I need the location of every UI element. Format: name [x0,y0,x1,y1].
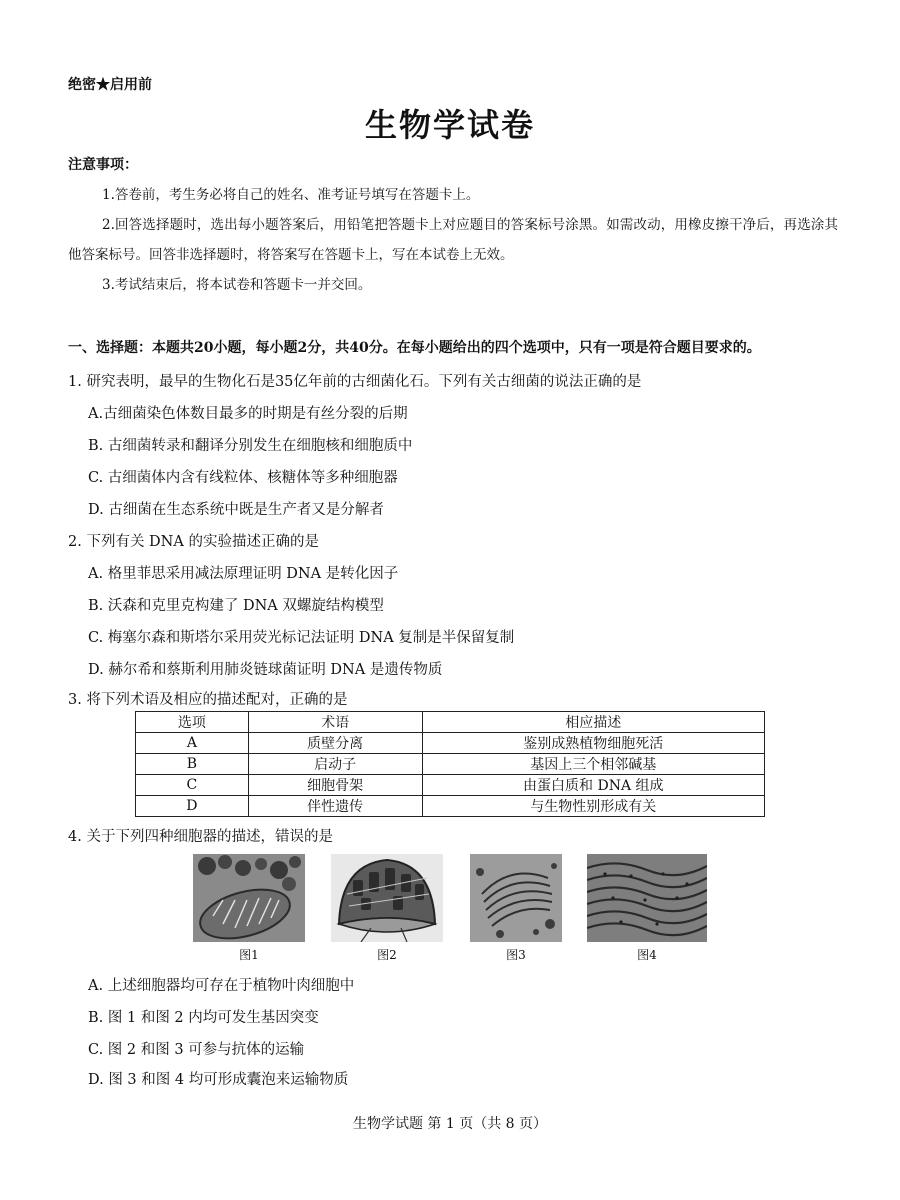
table-cell: 质壁分离 [248,733,422,754]
figure-caption: 图3 [506,948,526,962]
question-stem: 1. 研究表明，最早的生物化石是35亿年前的古细菌化石。下列有关古细菌的说法正确的是 [68,374,642,390]
question-option: C. 梅塞尔森和斯塔尔采用荧光标记法证明 DNA 复制是半保留复制 [88,630,515,646]
question-option: D. 古细菌在生态系统中既是生产者又是分解者 [88,502,384,518]
note-item: 2.回答选择题时，选出每小题答案后，用铅笔把答题卡上对应题目的答案标号涂黑。如需改动，用橡皮擦干净后，再选涂其他答案标号。回答非选择题时，将答案写在答题卡上，写在本试卷上无效。 [68,217,838,263]
figure-golgi [470,854,562,962]
table-header-cell: 术语 [248,712,422,733]
question-option: A. 格里菲思采用减法原理证明 DNA 是转化因子 [88,566,399,582]
terms-table [135,711,765,817]
notes-list [68,180,838,300]
question-option: C. 古细菌体内含有线粒体、核糖体等多种细胞器 [88,470,398,486]
table-cell: 基因上三个相邻碱基 [422,754,764,775]
table-row [136,775,765,796]
note-item: 1.答卷前，考生务必将自己的姓名、准考证号填写在答题卡上。 [102,187,480,203]
table-cell: 由蛋白质和 DNA 组成 [422,775,764,796]
table-cell: 启动子 [248,754,422,775]
table-cell: B [136,754,249,775]
page-footer: 生物学试题 第 1 页（共 8 页） [352,1116,548,1132]
question-stem: 3. 将下列术语及相应的描述配对，正确的是 [68,692,348,708]
table-cell: 伴性遗传 [248,796,422,817]
chloroplast-drawing [331,854,443,942]
confidential-label: 绝密★启用前 [68,77,152,93]
figure-chloroplast [331,854,443,962]
figure-caption: 图2 [377,948,397,962]
table-header-cell: 相应描述 [422,712,764,733]
question-option: B. 沃森和克里克构建了 DNA 双螺旋结构模型 [88,598,384,614]
table-row [136,754,765,775]
question-option: A. 上述细胞器均可存在于植物叶肉细胞中 [88,978,355,994]
figure-caption: 图1 [239,948,259,962]
er-micrograph [587,854,707,942]
table-cell: 与生物性别形成有关 [422,796,764,817]
golgi-micrograph [470,854,562,942]
question-option: B. 图 1 和图 2 内均可发生基因突变 [88,1010,319,1026]
question-option: D. 图 3 和图 4 均可形成囊泡来运输物质 [88,1072,349,1088]
note-item: 3.考试结束后，将本试卷和答题卡一并交回。 [102,277,372,293]
question-option: B. 古细菌转录和翻译分别发生在细胞核和细胞质中 [88,438,413,454]
section-heading: 一、选择题：本题共20小题，每小题2分，共40分。在每小题给出的四个选项中，只有一项是符合题目要求的。 [68,340,761,356]
table-cell: 细胞骨架 [248,775,422,796]
table-cell: A [136,733,249,754]
table-row [136,733,765,754]
organelle-figures [0,854,900,964]
figure-caption: 图4 [637,948,657,962]
table-cell: C [136,775,249,796]
question-option: D. 赫尔希和蔡斯利用肺炎链球菌证明 DNA 是遗传物质 [88,662,443,678]
question-option: C. 图 2 和图 3 可参与抗体的运输 [88,1042,305,1058]
table-cell: D [136,796,249,817]
figure-mitochondrion [193,854,305,962]
figure-endoplasmic-reticulum [587,854,707,962]
page-title: 生物学试卷 [364,106,535,144]
table-cell: 鉴别成熟植物细胞死活 [422,733,764,754]
mitochondrion-micrograph [193,854,305,942]
question-option: A.古细菌染色体数目最多的时期是有丝分裂的后期 [88,406,408,422]
table-header-cell: 选项 [136,712,249,733]
notes-heading: 注意事项： [68,157,138,173]
table-row [136,796,765,817]
question-stem: 4. 关于下列四种细胞器的描述，错误的是 [68,829,333,845]
table-header-row [136,712,765,733]
question-stem: 2. 下列有关 DNA 的实验描述正确的是 [68,534,319,550]
